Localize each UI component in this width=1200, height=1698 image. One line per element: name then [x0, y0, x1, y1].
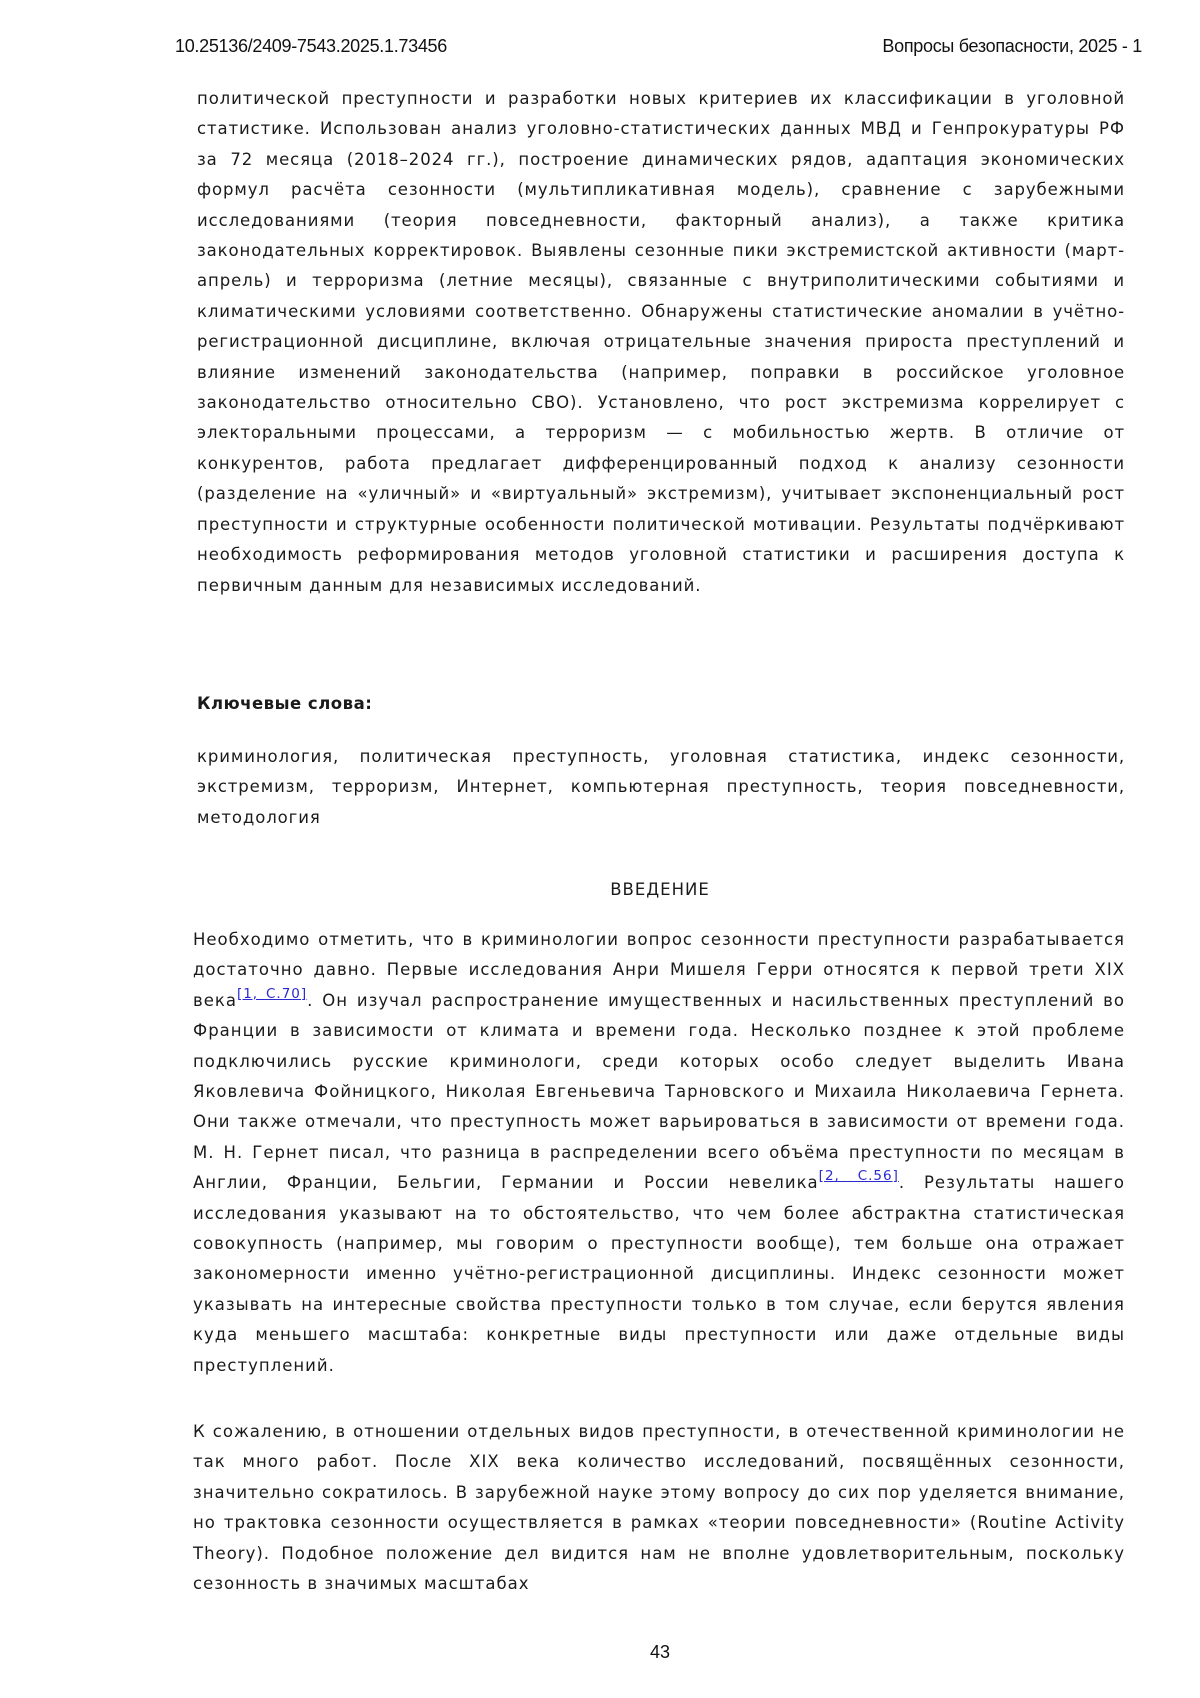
page-number: 43: [649, 1642, 671, 1662]
running-head: [175, 36, 1142, 62]
paragraph-text: Необходимо отметить, что в криминологии вопрос сезонности преступности разрабатывается достаточно давно. Первые исследования Анри Мишеля Герри относятся к первой трети XIX века: [193, 930, 1125, 1010]
journal-issue: Вопросы безопасности, 2025 - 1: [882, 36, 1142, 56]
introduction-heading: ВВЕДЕНИЕ: [610, 880, 710, 899]
keywords-list: криминология, политическая преступность, уголовная статистика, индекс сезонности, экстремизм, терроризм, Интернет, компьютерная преступность, теория повседневности, методология: [197, 747, 1125, 827]
introduction-paragraph-2: К сожалению, в отношении отдельных видов преступности, в отечественной криминологии не так много работ. После XIX века количество исследований, посвящённых сезонности, значительно сократилось. В зарубежной науке этому вопросу до сих пор уделяется внимание, но трактовка сезонности осуществляется в рамках «теории повседневности» (Routine Activity Theory). Подобное положение дел видится нам не вполне удовлетворительным, поскольку сезонность в значимых масштабах: [193, 1422, 1125, 1594]
keywords-heading: Ключевые слова:: [197, 694, 373, 713]
doi-identifier: 10.25136/2409-7543.2025.1.73456: [175, 36, 447, 56]
abstract-text: политической преступности и разработки новых критериев их классификации в уголовной статистике. Использован анализ уголовно-статистических данных МВД и Генпрокуратуры РФ за 72 месяца (2018–2024 гг.), построение динамических рядов, адаптация экономических формул расчёта сезонности (мультипликативная модель), сравнение с зарубежными исследованиями (теория повседневности, факторный анализ), а также критика законодательных корректировок. Выявлены сезонные пики экстремистской активности (март-апрель) и терроризма (летние месяцы), связанные с внутриполитическими событиями и климатическими условиями соответственно. Обнаружены статистические аномалии в учётно-регистрационной дисциплине, включая отрицательные значения прироста преступлений и влияние изменений законодательства (например, поправки в российское уголовное законодательство относительно СВО). Установлено, что рост экстремизма коррелирует с электоральными процессами, а терроризм — с мобильностью жертв. В отличие от конкурентов, работа предлагает дифференцированный подход к анализу сезонности (разделение на «уличный» и «виртуальный» экстремизм), учитывает экспоненциальный рост преступности и структурные особенности политической мотивации. Результаты подчёркивают необходимость реформирования методов уголовной статистики и расширения доступа к первичным данным для независимых исследований.: [197, 89, 1125, 595]
introduction-paragraph-1: [193, 925, 1125, 1381]
citation-link-2[interactable]: [2, С.56]: [818, 1168, 899, 1185]
citation-link-1[interactable]: [1, С.70]: [236, 985, 308, 1002]
paragraph-text: . Он изучал распространение имущественных и насильственных преступлений во Франции в зависимости от климата и времени года. Несколько позднее к этой проблеме подключились русские криминологи, среди которых особо следует выделить Ивана Яковлевича Фойницкого, Николая Евгеньевича Тарновского и Михаила Николаевича Гернета. Они также отмечали, что преступность может варьироваться в зависимости от времени года. М. Н. Гернет писал, что разница в распределении всего объёма преступности по месяцам в Англии, Франции, Бельгии, Германии и России невелика: [193, 990, 1125, 1193]
paragraph-text: . Результаты нашего исследования указывают на то обстоятельство, что чем более абстрактна статистическая совокупность (например, мы говорим о преступности вообще), тем больше она отражает закономерности именно учётно-регистрационной дисциплины. Индекс сезонности может указывать на интересные свойства преступности только в том случае, если берутся явления куда меньшего масштаба: конкретные виды преступности или даже отдельные виды преступлений.: [193, 1173, 1125, 1375]
